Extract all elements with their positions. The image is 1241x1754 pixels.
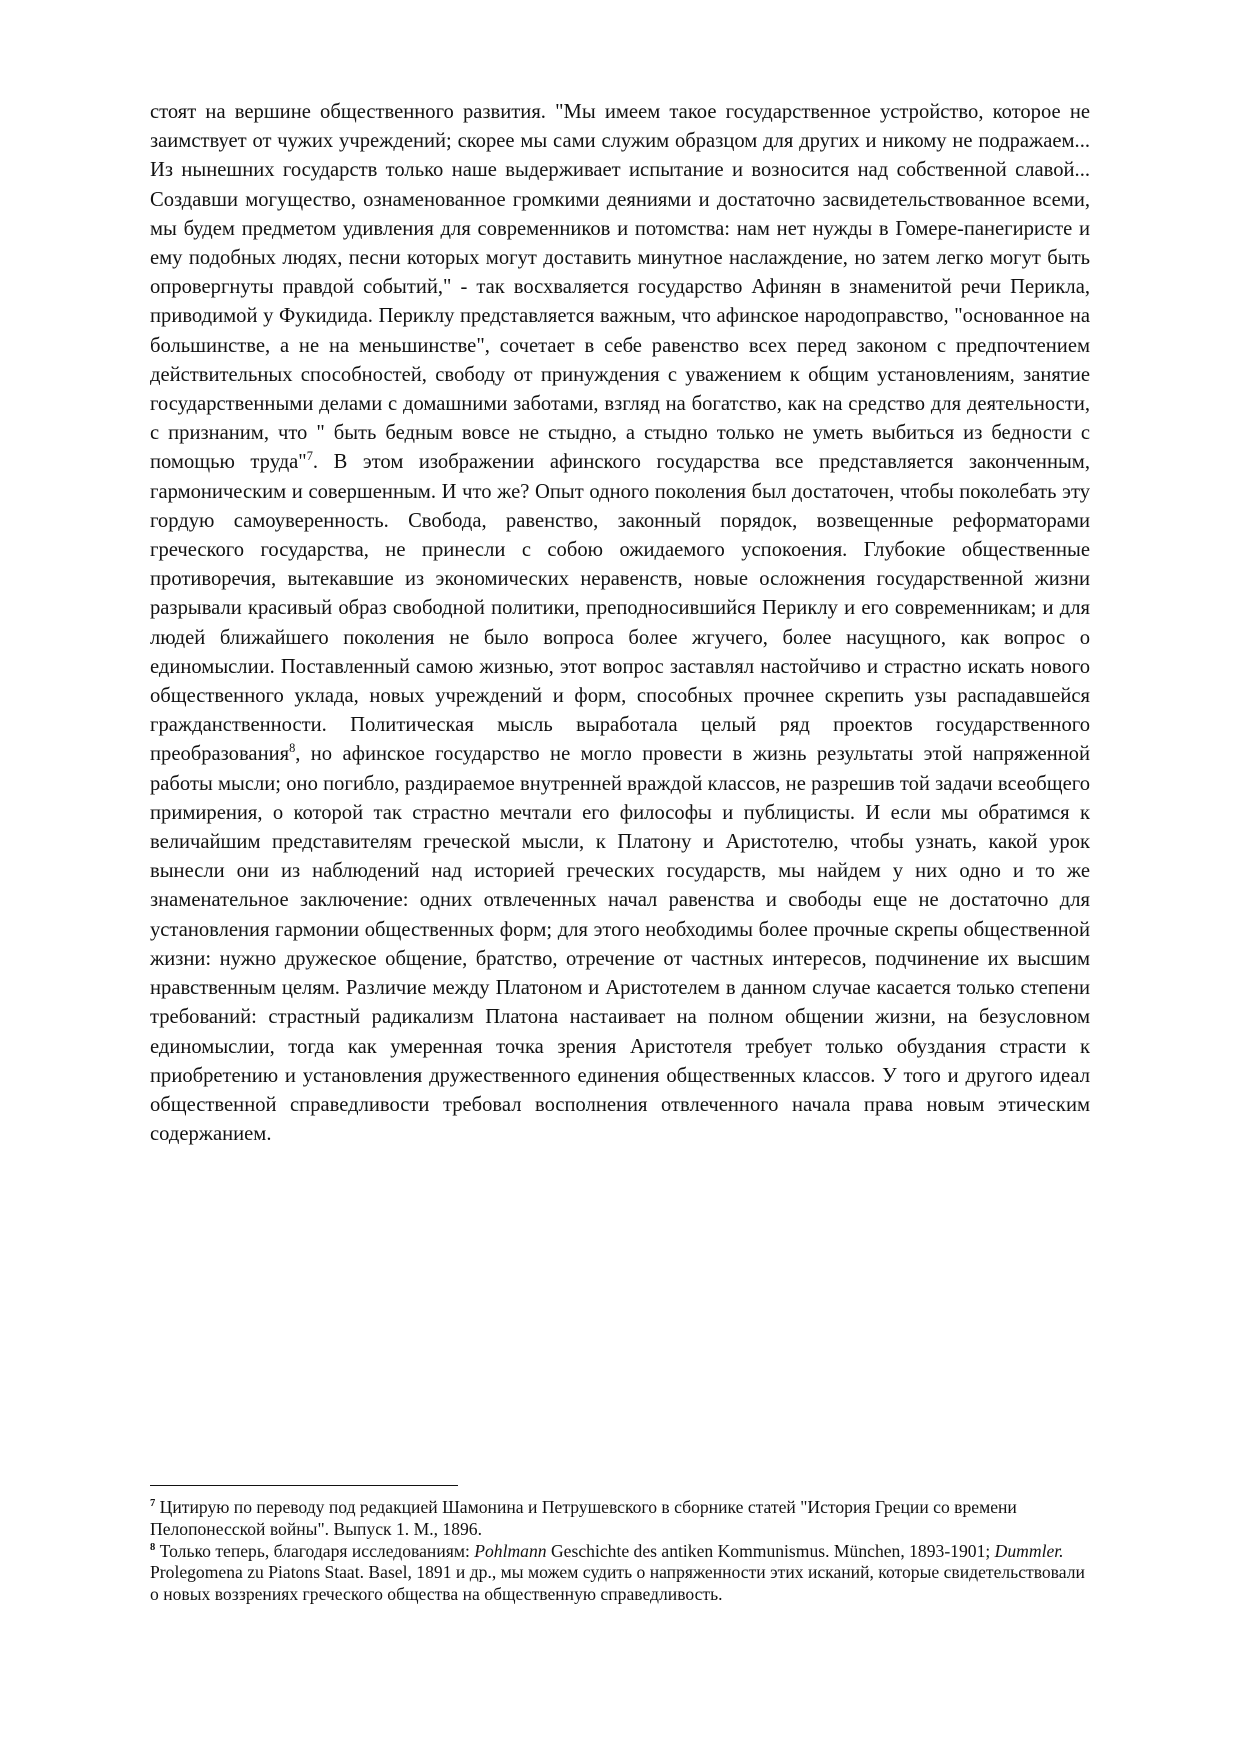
paragraph-text-part-2: . В этом изображении афинского государства все представляется законченным, гармоническим и совершенным. И что же? Опыт одного поколения был достаточен, чтобы поколебать эту гордую самоуверенность. Свобода, равенство, законный порядок, возвещенные реформаторами греческого государства, не принесли с собою ожидаемого успокоения. Глубокие общественные противоречия, вытекавшие из экономических неравенств, новые осложнения государственной жизни разрывали красивый образ свободной политики, преподносившийся Периклу и его современникам; и для людей ближайшего поколения не было вопроса более жгучего, более насущного, как вопрос о единомыслии. Поставленный самою жизнью, этот вопрос заставлял настойчиво и страстно искать нового общественного уклада, новых учреждений и форм, способных прочнее скрепить узы распадавшейся гражданственности. Политическая мысль выработала целый ряд проектов государственного преобразования [150,451,1090,766]
footnote-8-text-c: Prolegomena zu Piatons Staat. Basel, 1891 и др., мы можем судить о напряженности этих исканий, которые свидетельствовали о новых воззрениях греческого общества на общественную справедливость. [150,1562,1085,1605]
footnote-8-author-dummler: Dummler. [994,1540,1064,1561]
footnote-7-number: 7 [150,1498,156,1510]
footnote-7 [150,1497,1095,1541]
footnote-8-author-pohlmann: Pohlmann [474,1540,547,1561]
paragraph-text-part-1: стоят на вершине общественного развития. "Мы имеем такое государственное устройство, которое не заимствует от чужих учреждений; скорее мы сами служим образцом для других и никому не подражаем... Из нынешних государств только наше выдерживает испытание и возносится над собственной славой... Создавши могущество, ознаменованное громкими деяниями и достаточно засвидетельствованное всеми, мы будем предметом удивления для современников и потомства: нам нет нужды в Гомере-панегиристе и ему подобных людях, песни которых могут доставить минутное наслаждение, но затем легко могут быть опровергнуты правдой событий," - так восхваляется государство Афинян в знаменитой речи Перикла, приводимой у Фукидида. Периклу представляется важным, что афинское народоправство, "основанное на большинстве, а не на меньшинстве", сочетает в себе равенство всех перед законом с предпочтением действительных способностей, свободу от принуждения с уважением к общим установлениям, занятие государственными делами с домашними заботами, взгляд на богатство, как на средство для деятельности, с признаним, что " быть бедным вовсе не стыдно, а стыдно только не уметь выбиться из бедности с помощью труда" [150,101,1090,474]
footnote-separator [150,1485,458,1486]
footnote-reference-8[interactable]: 8 [289,741,296,756]
footnote-8-text-a: Только теперь, благодаря исследованиям: [155,1540,475,1561]
footnote-8-number: 8 [150,1541,156,1553]
footnote-reference-7[interactable]: 7 [306,449,313,464]
footnote-7-text: Цитирую по переводу под редакцией Шамонина и Петрушевского в сборнике статей "История Греции со времени Пелопонесской войны". Выпуск 1. М., 1896. [150,1497,1017,1539]
footnotes-section [150,1497,1095,1606]
paragraph-text-part-3: , но афинское государство не могло провести в жизнь результаты этой напряженной работы мысли; оно погибло, раздираемое внутренней враждой классов, не разрешив той задачи всеобщего примирения, о которой так страстно мечтали его философы и публицисты. И если мы обратимся к величайшим представителям греческой мысли, к Платону и Аристотелю, чтобы узнать, какой урок вынесли они из наблюдений над историей греческих государств, мы найдем у них одно и то же знаменательное заключение: одних отвлеченных начал равенства и свободы еще не достаточно для установления гармонии общественных форм; для этого необходимы более прочные скрепы общественной жизни: нужно дружеское общение, братство, отречение от частных интересов, подчинение их высшим нравственным целям. Различие между Платоном и Аристотелем в данном случае касается только степени требований: страстный радикализм Платона настаивает на полном общении жизни, на безусловном единомыслии, тогда как умеренная точка зрения Аристотеля требует только обуздания страсти к приобретению и установления дружественного единения общественных классов. У того и другого идеал общественной справедливости требовал восполнения отвлеченного начала права новым этическим содержанием. [150,743,1090,1146]
main-paragraph [150,98,1090,1149]
footnote-8 [150,1541,1095,1606]
footnote-8-text-b: Geschichte des antiken Kommunismus. München, 1893-1901; [546,1540,995,1561]
